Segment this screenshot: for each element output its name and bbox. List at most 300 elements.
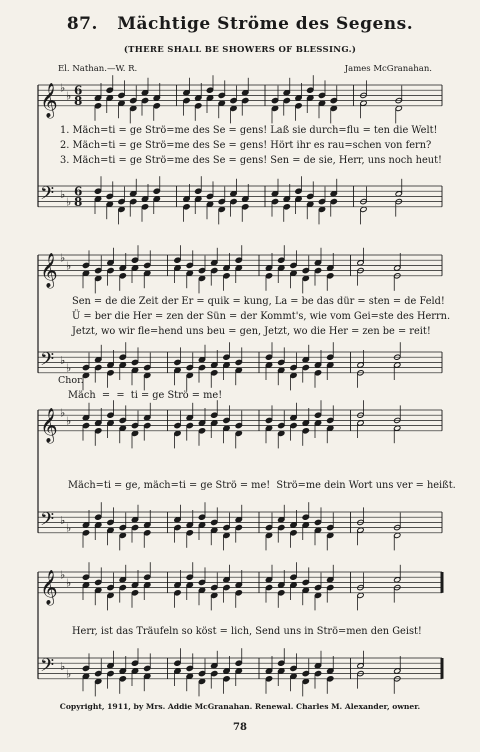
notehead bbox=[119, 273, 126, 279]
notehead bbox=[206, 87, 213, 93]
notehead bbox=[223, 668, 230, 674]
notehead bbox=[144, 582, 151, 588]
notehead bbox=[302, 357, 309, 363]
notehead bbox=[144, 673, 151, 679]
notehead bbox=[295, 196, 302, 202]
notehead bbox=[235, 359, 242, 365]
flat-icon: ♭ bbox=[60, 353, 66, 367]
notehead bbox=[235, 517, 242, 523]
notehead bbox=[95, 357, 102, 363]
chorus-label: Chor. bbox=[58, 375, 84, 386]
notehead bbox=[218, 92, 225, 98]
lyricist-credit: El. Nathan.—W. R. bbox=[58, 64, 138, 74]
notehead bbox=[327, 584, 334, 590]
notehead bbox=[106, 87, 113, 93]
notehead bbox=[302, 514, 309, 520]
flat-icon: ♭ bbox=[60, 187, 66, 201]
final-lyric-line: Herr, ist das Träufeln so köst = lich, Send uns in Strö=men den Geist! bbox=[72, 626, 422, 637]
notehead bbox=[314, 362, 321, 368]
notehead bbox=[144, 665, 151, 671]
notehead bbox=[130, 105, 137, 111]
notehead bbox=[131, 660, 138, 666]
notehead bbox=[174, 257, 181, 263]
notehead bbox=[330, 191, 337, 197]
notehead bbox=[153, 103, 160, 109]
notehead bbox=[290, 530, 297, 536]
notehead bbox=[357, 663, 364, 669]
notehead bbox=[144, 364, 151, 370]
notehead bbox=[290, 665, 297, 671]
notehead bbox=[119, 362, 126, 368]
notehead bbox=[230, 198, 237, 204]
notehead bbox=[265, 668, 272, 674]
treble-clef-icon: 𝄞 bbox=[40, 407, 58, 443]
notehead bbox=[278, 265, 285, 271]
notehead bbox=[95, 514, 102, 520]
notehead bbox=[290, 522, 297, 528]
notehead bbox=[95, 579, 102, 585]
notehead bbox=[174, 422, 181, 428]
notehead bbox=[195, 188, 202, 194]
notehead bbox=[95, 275, 102, 281]
notehead bbox=[206, 193, 213, 199]
notehead bbox=[290, 372, 297, 378]
notehead bbox=[144, 262, 151, 268]
notehead bbox=[290, 364, 297, 370]
notehead bbox=[223, 354, 230, 360]
notehead bbox=[82, 270, 89, 276]
notehead bbox=[131, 582, 138, 588]
notehead bbox=[82, 530, 89, 536]
notehead bbox=[265, 425, 272, 431]
notehead bbox=[318, 198, 325, 204]
notehead bbox=[290, 582, 297, 588]
notehead bbox=[183, 97, 190, 103]
notehead bbox=[211, 519, 218, 525]
notehead bbox=[265, 676, 272, 682]
notehead bbox=[119, 265, 126, 271]
notehead bbox=[290, 673, 297, 679]
notehead bbox=[95, 587, 102, 593]
notehead bbox=[265, 532, 272, 538]
notehead bbox=[330, 198, 337, 204]
flat-icon: ♭ bbox=[60, 251, 66, 265]
notehead bbox=[283, 204, 290, 210]
notehead bbox=[211, 362, 218, 368]
notehead bbox=[357, 362, 364, 368]
notehead bbox=[230, 97, 237, 103]
treble-clef-icon: 𝄞 bbox=[40, 569, 58, 605]
notehead bbox=[118, 100, 125, 106]
notehead bbox=[307, 87, 314, 93]
notehead bbox=[174, 359, 181, 365]
notehead bbox=[235, 524, 242, 530]
notehead bbox=[144, 372, 151, 378]
bass-clef-icon: 𝄢 bbox=[40, 183, 55, 209]
notehead bbox=[314, 267, 321, 273]
notehead bbox=[307, 95, 314, 101]
notehead bbox=[119, 417, 126, 423]
notehead bbox=[95, 420, 102, 426]
notehead bbox=[95, 670, 102, 676]
verse-3-line-1: 3. Mäch=ti = ge Strö=me des Se = gens! Sen = de sie, Herr, uns noch heut! bbox=[60, 155, 442, 166]
notehead bbox=[198, 522, 205, 528]
notehead bbox=[235, 257, 242, 263]
flat-icon: ♭ bbox=[66, 414, 72, 428]
notehead bbox=[265, 273, 272, 279]
notehead bbox=[186, 270, 193, 276]
notehead bbox=[186, 582, 193, 588]
notehead bbox=[198, 514, 205, 520]
notehead bbox=[94, 103, 101, 109]
notehead bbox=[327, 532, 334, 538]
notehead bbox=[218, 206, 225, 212]
notehead bbox=[107, 592, 114, 598]
notehead bbox=[82, 364, 89, 370]
notehead bbox=[119, 668, 126, 674]
notehead bbox=[119, 584, 126, 590]
notehead bbox=[290, 262, 297, 268]
notehead bbox=[357, 527, 364, 533]
notehead bbox=[186, 364, 193, 370]
notehead bbox=[218, 100, 225, 106]
notehead bbox=[327, 265, 334, 271]
notehead bbox=[141, 196, 148, 202]
notehead bbox=[211, 260, 218, 266]
notehead bbox=[107, 420, 114, 426]
verse-1-line-1: 1. Mäch=ti = ge Strö=me des Se = gens! Laß sie durch=flu = ten die Welt! bbox=[60, 125, 438, 136]
notehead bbox=[295, 188, 302, 194]
notehead bbox=[318, 92, 325, 98]
verse-1-line-2: Sen = de die Zeit der Er = quik = kung, La = be das dür = sten = de Feld! bbox=[72, 296, 445, 307]
notehead bbox=[131, 590, 138, 596]
notehead bbox=[394, 532, 401, 538]
notehead bbox=[327, 417, 334, 423]
notehead bbox=[283, 97, 290, 103]
notehead bbox=[211, 370, 218, 376]
notehead bbox=[357, 420, 364, 426]
notehead bbox=[235, 430, 242, 436]
notehead bbox=[242, 196, 249, 202]
notehead bbox=[235, 265, 242, 271]
notehead bbox=[198, 420, 205, 426]
notehead bbox=[82, 522, 89, 528]
notehead bbox=[278, 422, 285, 428]
notehead bbox=[302, 267, 309, 273]
notehead bbox=[144, 574, 151, 580]
notehead bbox=[198, 364, 205, 370]
notehead bbox=[327, 354, 334, 360]
notehead bbox=[144, 415, 151, 421]
notehead bbox=[357, 592, 364, 598]
notehead bbox=[242, 204, 249, 210]
hymn-number: 87. bbox=[66, 14, 98, 34]
notehead bbox=[235, 590, 242, 596]
notehead bbox=[295, 95, 302, 101]
notehead bbox=[186, 665, 193, 671]
notehead bbox=[223, 362, 230, 368]
notehead bbox=[235, 668, 242, 674]
notehead bbox=[302, 579, 309, 585]
notehead bbox=[211, 527, 218, 533]
notehead bbox=[95, 678, 102, 684]
notehead bbox=[131, 524, 138, 530]
notehead bbox=[211, 663, 218, 669]
notehead bbox=[174, 265, 181, 271]
flat-icon: ♭ bbox=[66, 195, 72, 209]
notehead bbox=[107, 370, 114, 376]
notehead bbox=[230, 191, 237, 197]
notehead bbox=[218, 198, 225, 204]
notehead bbox=[307, 201, 314, 207]
notehead bbox=[211, 267, 218, 273]
composer-credit: James McGranahan. bbox=[344, 64, 432, 74]
notehead bbox=[318, 100, 325, 106]
notehead bbox=[174, 524, 181, 530]
notehead bbox=[82, 673, 89, 679]
notehead bbox=[198, 357, 205, 363]
notehead bbox=[82, 665, 89, 671]
notehead bbox=[314, 420, 321, 426]
notehead bbox=[186, 422, 193, 428]
notehead bbox=[131, 430, 138, 436]
time-signature-top: 6 bbox=[74, 184, 83, 199]
notehead bbox=[174, 430, 181, 436]
notehead bbox=[265, 417, 272, 423]
notehead bbox=[278, 367, 285, 373]
notehead bbox=[327, 577, 334, 583]
notehead bbox=[290, 574, 297, 580]
notehead bbox=[394, 362, 401, 368]
notehead bbox=[82, 582, 89, 588]
notehead bbox=[153, 95, 160, 101]
notehead bbox=[314, 663, 321, 669]
flat-icon: ♭ bbox=[60, 659, 66, 673]
notehead bbox=[107, 663, 114, 669]
notehead bbox=[211, 670, 218, 676]
notehead bbox=[307, 193, 314, 199]
notehead bbox=[223, 265, 230, 271]
flat-icon: ♭ bbox=[66, 89, 72, 103]
notehead bbox=[394, 668, 401, 674]
notehead bbox=[235, 582, 242, 588]
notehead bbox=[174, 660, 181, 666]
notehead bbox=[271, 198, 278, 204]
notehead bbox=[235, 660, 242, 666]
notehead bbox=[186, 673, 193, 679]
notehead bbox=[186, 262, 193, 268]
notehead bbox=[174, 582, 181, 588]
notehead bbox=[290, 422, 297, 428]
notehead bbox=[174, 367, 181, 373]
notehead bbox=[95, 428, 102, 434]
notehead bbox=[107, 670, 114, 676]
notehead bbox=[314, 592, 321, 598]
notehead bbox=[223, 676, 230, 682]
notehead bbox=[131, 517, 138, 523]
notehead bbox=[107, 362, 114, 368]
notehead bbox=[174, 517, 181, 523]
notehead bbox=[278, 590, 285, 596]
notehead bbox=[278, 524, 285, 530]
notehead bbox=[119, 532, 126, 538]
notehead bbox=[131, 265, 138, 271]
notehead bbox=[394, 425, 401, 431]
notehead bbox=[271, 191, 278, 197]
notehead bbox=[141, 90, 148, 96]
notehead bbox=[318, 206, 325, 212]
notehead bbox=[106, 193, 113, 199]
hymn-title: Mächtige Ströme des Segens. bbox=[117, 14, 414, 34]
notehead bbox=[327, 273, 334, 279]
notehead bbox=[360, 100, 367, 106]
notehead bbox=[95, 364, 102, 370]
notehead bbox=[314, 527, 321, 533]
notehead bbox=[302, 678, 309, 684]
flat-icon: ♭ bbox=[60, 406, 66, 420]
bass-clef-icon: 𝄢 bbox=[40, 509, 55, 535]
notehead bbox=[118, 198, 125, 204]
notehead bbox=[174, 668, 181, 674]
notehead bbox=[302, 587, 309, 593]
bass-clef-icon: 𝄢 bbox=[40, 349, 55, 375]
notehead bbox=[357, 260, 364, 266]
notehead bbox=[119, 354, 126, 360]
notehead bbox=[223, 425, 230, 431]
notehead bbox=[118, 206, 125, 212]
notehead bbox=[144, 522, 151, 528]
notehead bbox=[141, 97, 148, 103]
notehead bbox=[283, 90, 290, 96]
notehead bbox=[131, 422, 138, 428]
chorus-upper-lyric: Mäch = = ti = ge Strö = me! bbox=[68, 390, 223, 401]
notehead bbox=[223, 524, 230, 530]
notehead bbox=[131, 668, 138, 674]
flat-icon: ♭ bbox=[60, 568, 66, 582]
notehead bbox=[183, 90, 190, 96]
verse-2-line-1: 2. Mäch=ti = ge Strö=me des Se = gens! Hört ihr es rau=schen von fern? bbox=[60, 140, 432, 151]
notehead bbox=[119, 425, 126, 431]
notehead bbox=[183, 196, 190, 202]
notehead bbox=[314, 670, 321, 676]
notehead bbox=[82, 262, 89, 268]
notehead bbox=[395, 191, 402, 197]
notehead bbox=[107, 519, 114, 525]
notehead bbox=[130, 191, 137, 197]
notehead bbox=[302, 428, 309, 434]
notehead bbox=[271, 97, 278, 103]
notehead bbox=[314, 370, 321, 376]
flat-icon: ♭ bbox=[66, 361, 72, 375]
notehead bbox=[94, 95, 101, 101]
notehead bbox=[198, 275, 205, 281]
notehead bbox=[153, 188, 160, 194]
copyright-notice: Copyright, 1911, by Mrs. Addie McGranahan. Renewal. Charles M. Alexander, owner. bbox=[59, 702, 421, 711]
notehead bbox=[302, 522, 309, 528]
notehead bbox=[198, 267, 205, 273]
notehead bbox=[82, 574, 89, 580]
notehead bbox=[82, 415, 89, 421]
notehead bbox=[278, 430, 285, 436]
notehead bbox=[211, 412, 218, 418]
notehead bbox=[327, 362, 334, 368]
notehead bbox=[95, 522, 102, 528]
notehead bbox=[265, 362, 272, 368]
notehead bbox=[119, 676, 126, 682]
notehead bbox=[206, 95, 213, 101]
notehead bbox=[211, 584, 218, 590]
notehead bbox=[119, 577, 126, 583]
notehead bbox=[235, 367, 242, 373]
notehead bbox=[174, 590, 181, 596]
notehead bbox=[107, 527, 114, 533]
notehead bbox=[198, 579, 205, 585]
notehead bbox=[242, 97, 249, 103]
notehead bbox=[107, 412, 114, 418]
notehead bbox=[223, 584, 230, 590]
notehead bbox=[271, 105, 278, 111]
time-signature-top: 6 bbox=[74, 83, 83, 98]
notehead bbox=[242, 90, 249, 96]
notehead bbox=[211, 420, 218, 426]
notehead bbox=[107, 584, 114, 590]
notehead bbox=[130, 198, 137, 204]
notehead bbox=[283, 196, 290, 202]
notehead bbox=[360, 206, 367, 212]
notehead bbox=[290, 270, 297, 276]
flat-icon: ♭ bbox=[66, 521, 72, 535]
notehead bbox=[223, 532, 230, 538]
notehead bbox=[82, 422, 89, 428]
notehead bbox=[107, 267, 114, 273]
chorus-main-lyric: Mäch=ti = ge, mäch=ti = ge Strö = me! Strö=me dein Wort uns ver = heißt. bbox=[68, 480, 456, 491]
notehead bbox=[195, 95, 202, 101]
notehead bbox=[198, 670, 205, 676]
notehead bbox=[235, 422, 242, 428]
notehead bbox=[278, 582, 285, 588]
notehead bbox=[106, 201, 113, 207]
verse-3-line-2: Jetzt, wo wir fle=hend uns beu = gen, Jetzt, wo die Her = zen be = reit! bbox=[72, 326, 431, 337]
notehead bbox=[314, 519, 321, 525]
treble-clef-icon: 𝄞 bbox=[40, 82, 58, 118]
notehead bbox=[144, 270, 151, 276]
notehead bbox=[295, 103, 302, 109]
notehead bbox=[211, 592, 218, 598]
flat-icon: ♭ bbox=[66, 667, 72, 681]
notehead bbox=[330, 97, 337, 103]
notehead bbox=[302, 670, 309, 676]
time-signature-bottom: 8 bbox=[74, 194, 83, 209]
notehead bbox=[198, 678, 205, 684]
verse-2-line-2: Ü = ber die Her = zen der Sün = der Kommt's, wie vom Gei=ste des Herrn. bbox=[72, 311, 451, 322]
notehead bbox=[265, 577, 272, 583]
notehead bbox=[314, 412, 321, 418]
notehead bbox=[302, 364, 309, 370]
notehead bbox=[94, 196, 101, 202]
notehead bbox=[186, 574, 193, 580]
notehead bbox=[195, 103, 202, 109]
notehead bbox=[327, 524, 334, 530]
notehead bbox=[223, 577, 230, 583]
notehead bbox=[94, 188, 101, 194]
notehead bbox=[95, 267, 102, 273]
notehead bbox=[278, 257, 285, 263]
notehead bbox=[223, 273, 230, 279]
notehead bbox=[198, 587, 205, 593]
notehead bbox=[144, 422, 151, 428]
notehead bbox=[265, 584, 272, 590]
notehead bbox=[230, 105, 237, 111]
